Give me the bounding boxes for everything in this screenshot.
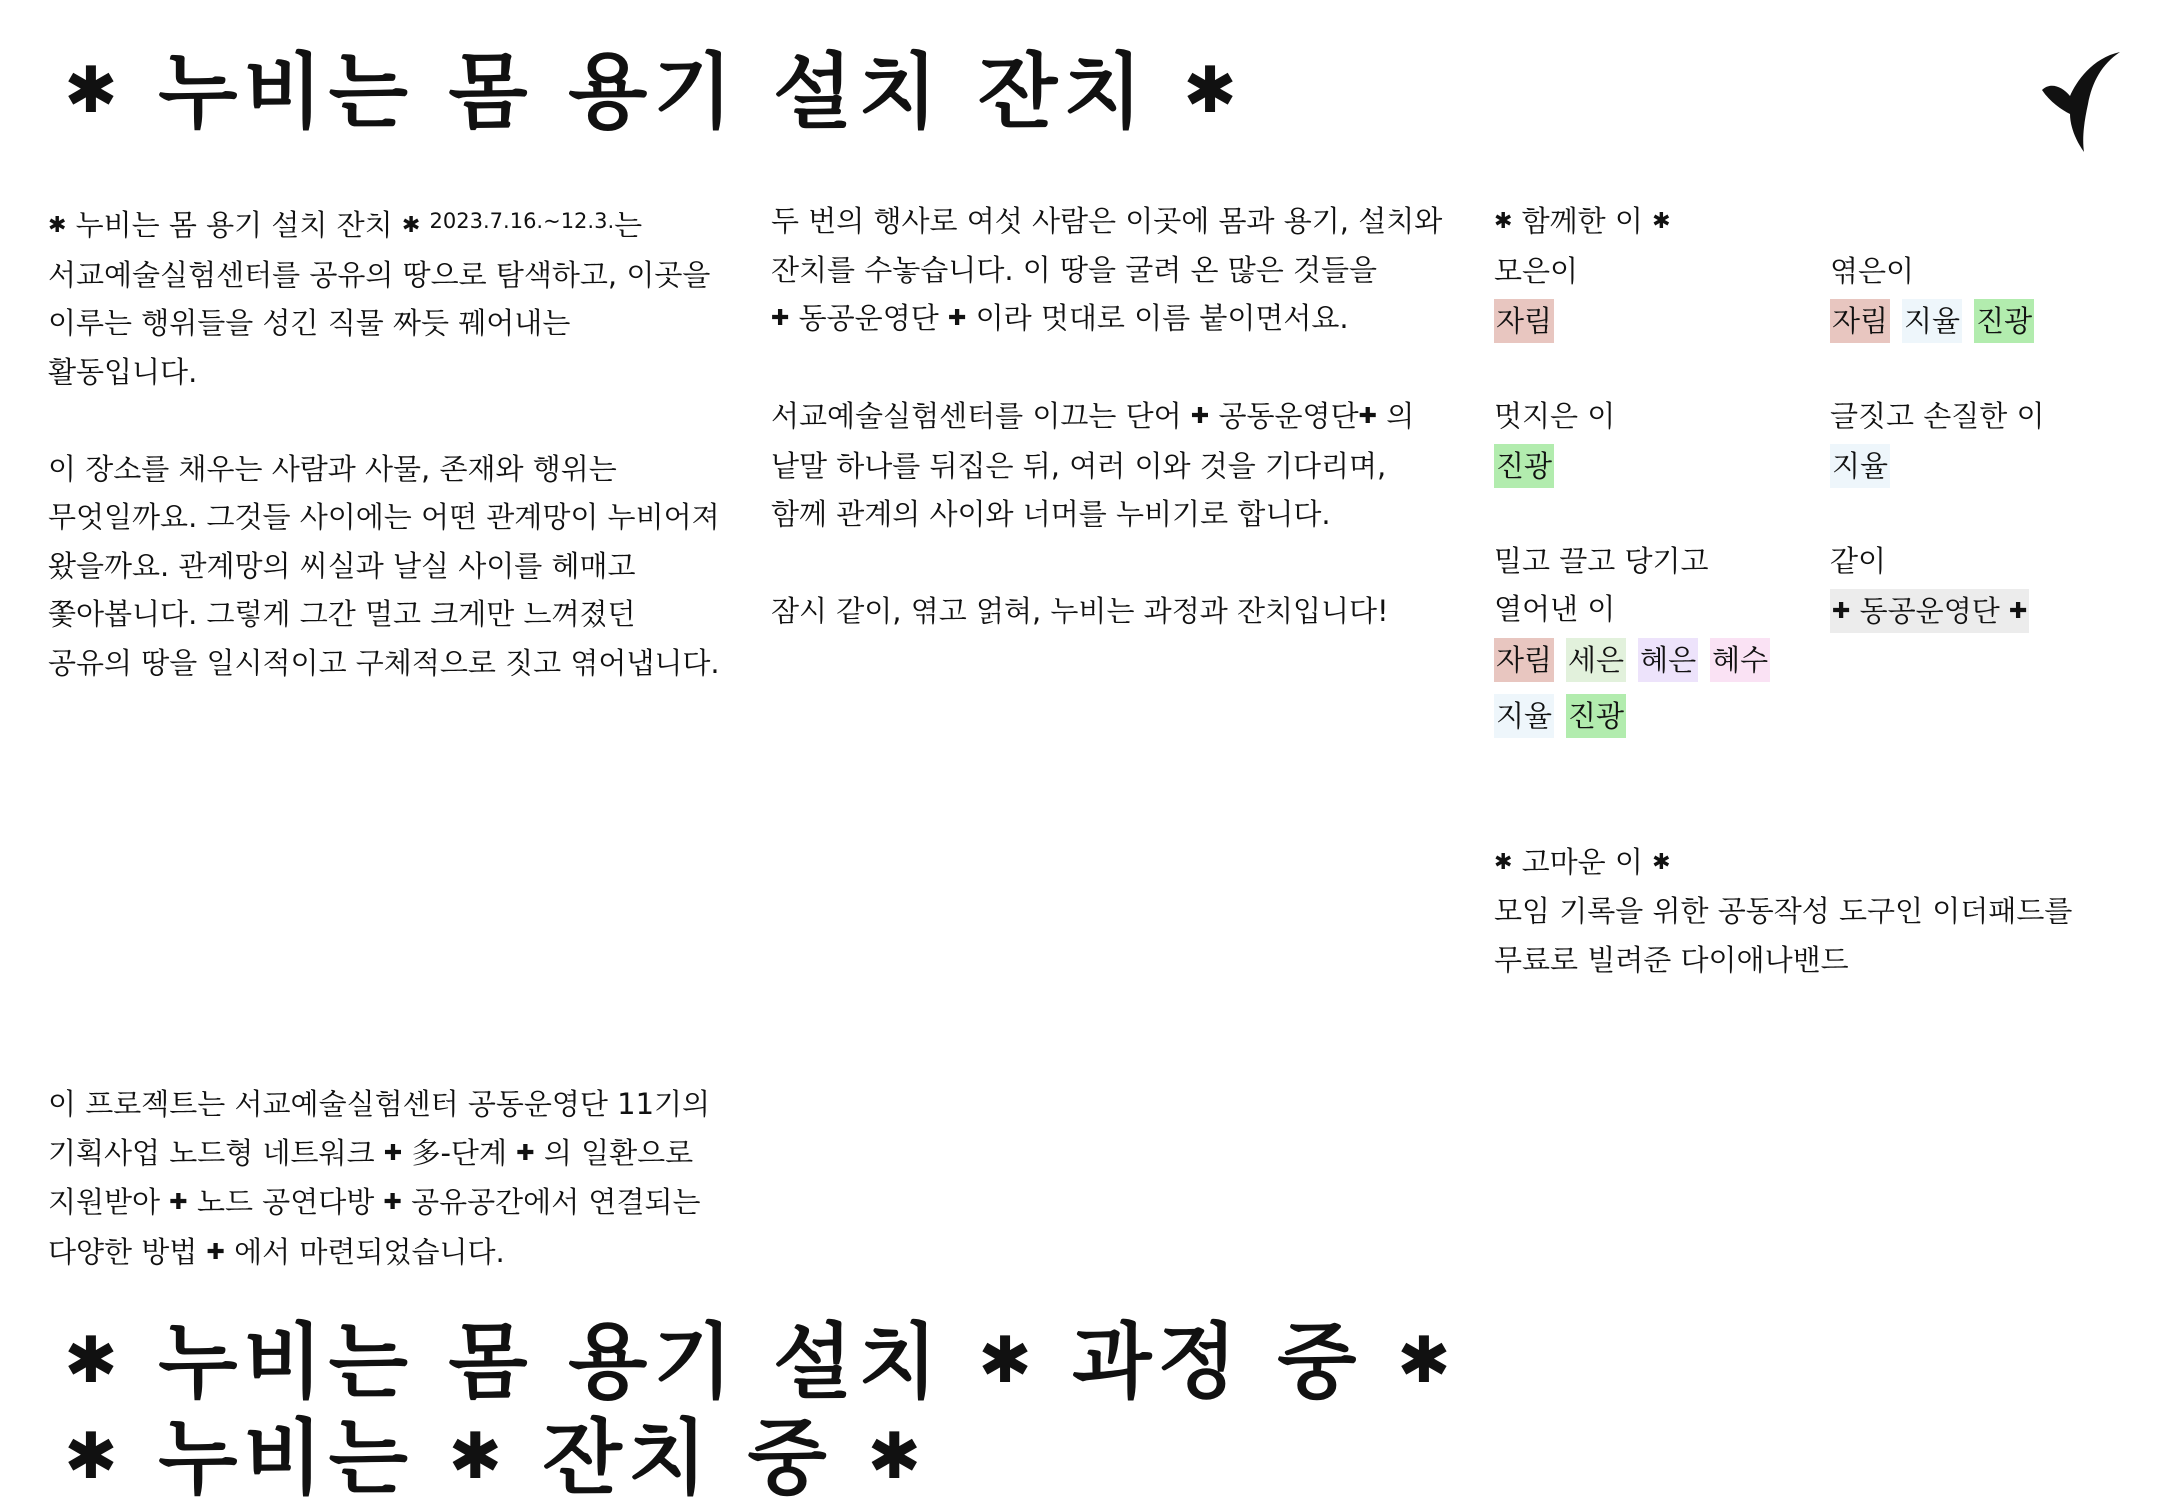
event-text: 의 — [1386, 399, 1415, 433]
spacer — [771, 344, 1442, 393]
role-label: 엮은이 — [1830, 253, 1915, 288]
cross-icon: ✚ — [771, 306, 790, 331]
star-icon: ✱ — [1494, 209, 1513, 234]
intro-column — [48, 197, 720, 687]
role-label: 모은이 — [1494, 253, 1579, 288]
spacer — [771, 539, 1442, 588]
name-tag-text: 동공운영단 — [1859, 594, 2000, 628]
event-text: 이라 멋대로 이름 붙이면서요. — [975, 301, 1349, 335]
name-tags — [1494, 299, 1794, 343]
term-text: 노드 공연다방 — [196, 1185, 375, 1219]
event-line: 잔치를 수놓습니다. 이 땅을 굴려 온 많은 것들을 — [771, 252, 1378, 287]
feast-title-text: 누비는 — [158, 1411, 414, 1506]
cross-icon: ✚ — [206, 1239, 225, 1265]
name-tags — [1830, 444, 2130, 488]
role-label: 글짓고 손질한 이 — [1830, 398, 2045, 433]
intro-line: 공유의 땅을 일시적이고 구체적으로 짓고 엮어냅니다. — [48, 645, 720, 680]
term-text: 공동운영단 — [1218, 399, 1359, 433]
role-item — [1494, 537, 1830, 738]
intro-line: 무엇일까요. 그것들 사이에는 어떤 관계망이 누비어져 — [48, 500, 720, 534]
star-icon: ✱ — [1652, 849, 1671, 875]
main-title — [64, 45, 1243, 140]
name-tags — [1830, 589, 2130, 633]
term-text: 동공운영단 — [798, 301, 939, 335]
role-label: 열어낸 이 — [1494, 592, 1616, 626]
event-dates: 2023.7.16.~12.3. — [429, 209, 615, 233]
support-line: 이 프로젝트는 서교예술실험센터 공동운영단 11기의 — [48, 1087, 711, 1121]
name-tag: 자림 — [1830, 299, 1890, 343]
event-line — [771, 294, 1442, 344]
name-tag: 진광 — [1494, 444, 1554, 488]
name-tag: 혜수 — [1710, 638, 1770, 682]
star-icon: ✱ — [48, 213, 67, 238]
support-text: 기획사업 노드형 네트워크 — [48, 1135, 375, 1170]
support-line — [48, 1178, 710, 1228]
credits-panel — [1494, 197, 2134, 984]
thanks-line: 무료로 빌려준 다이애나밴드 — [1494, 942, 1849, 977]
name-tag: 혜은 — [1638, 638, 1698, 682]
star-icon: ✱ — [401, 213, 421, 238]
main-title-text: 누비는 몸 용기 설치 잔치 — [158, 45, 1149, 140]
cross-icon: ✚ — [2008, 599, 2028, 624]
name-tag: 지율 — [1902, 299, 1962, 343]
role-label: 같이 — [1830, 543, 1887, 578]
process-title-text: 누비는 몸 용기 설치 — [158, 1315, 944, 1410]
spacer — [48, 396, 720, 445]
role-item — [1494, 247, 1830, 344]
name-tag: 세은 — [1566, 638, 1626, 682]
star-icon: ✱ — [64, 1420, 124, 1494]
name-tags — [1494, 638, 1794, 738]
event-line: 잠시 같이, 엮고 얽혀, 누비는 과정과 잔치입니다! — [771, 594, 1389, 628]
support-line — [48, 1228, 710, 1278]
support-line — [48, 1129, 710, 1179]
name-tag: 자림 — [1494, 299, 1554, 343]
event-text: 서교예술실험센터를 이끄는 단어 — [771, 399, 1182, 433]
name-tag — [1830, 589, 2029, 633]
support-text: 공유공간에서 연결되는 — [411, 1185, 701, 1219]
roles-grid — [1494, 247, 2134, 738]
intro-line: 쫓아봅니다. 그렇게 그간 멀고 크게만 느껴졌던 — [48, 597, 636, 631]
feast-title — [64, 1411, 927, 1506]
feast-title-text: 잔치 중 — [542, 1411, 833, 1506]
intro-line — [48, 197, 720, 251]
role-item — [1830, 392, 2134, 489]
event-line — [771, 392, 1442, 442]
name-tag: 지율 — [1494, 694, 1554, 738]
name-tags — [1830, 299, 2130, 343]
intro-title: 누비는 몸 용기 설치 잔치 — [75, 208, 393, 242]
role-label: 밀고 끌고 당기고 — [1494, 543, 1709, 578]
intro-line: 활동입니다. — [48, 354, 198, 389]
intro-line: 왔을까요. 관계망의 씨실과 날실 사이를 헤매고 — [48, 548, 636, 583]
thanks-title-text: 고마운 이 — [1521, 844, 1643, 879]
event-line: 낱말 하나를 뒤집은 뒤, 여러 이와 것을 기다리며, — [771, 448, 1387, 483]
intro-line: 이 장소를 채우는 사람과 사물, 존재와 행위는 — [48, 451, 617, 486]
name-tag: 진광 — [1974, 299, 2034, 343]
cross-icon: ✚ — [383, 1140, 403, 1166]
role-item — [1830, 247, 2134, 344]
support-text: 지원받아 — [48, 1185, 161, 1219]
event-line: 함께 관계의 사이와 너머를 누비기로 합니다. — [771, 497, 1331, 531]
cross-icon: ✚ — [169, 1190, 188, 1215]
credits-title — [1494, 197, 2134, 247]
cross-icon: ✚ — [516, 1140, 535, 1166]
name-tag: 자림 — [1494, 638, 1554, 682]
support-text: 에서 마련되었습니다. — [234, 1234, 505, 1269]
thanks-line: 모임 기록을 위한 공동작성 도구인 이더패드를 — [1494, 894, 2073, 928]
star-icon: ✱ — [1183, 54, 1243, 128]
event-column — [771, 197, 1442, 636]
thanks-section — [1494, 838, 2134, 985]
process-title — [64, 1315, 1457, 1410]
cross-icon: ✚ — [383, 1190, 402, 1215]
role-item — [1494, 392, 1830, 489]
star-icon: ✱ — [64, 54, 124, 128]
intro-tail: 는 — [614, 208, 643, 242]
name-tags — [1494, 444, 1794, 488]
process-title-text: 과정 중 — [1072, 1315, 1363, 1410]
event-line: 두 번의 행사로 여섯 사람은 이곳에 몸과 용기, 설치와 — [771, 204, 1443, 238]
cross-icon: ✚ — [1358, 404, 1378, 429]
star-icon: ✱ — [867, 1420, 927, 1494]
star-icon: ✱ — [1494, 849, 1513, 875]
support-text: 의 일환으로 — [543, 1135, 694, 1170]
intro-line: 이루는 행위들을 성긴 직물 짜듯 꿰어내는 — [48, 306, 571, 340]
role-item — [1830, 537, 2134, 738]
thanks-title — [1494, 838, 2134, 888]
intro-line: 서교예술실험센터를 공유의 땅으로 탐색하고, 이곳을 — [48, 257, 711, 292]
cross-icon: ✚ — [1190, 404, 1210, 429]
support-text: 다양한 방법 — [48, 1234, 198, 1269]
star-icon: ✱ — [448, 1420, 509, 1494]
role-label: 멋지은 이 — [1494, 398, 1616, 433]
cross-icon: ✚ — [1832, 599, 1851, 624]
star-icon: ✱ — [978, 1324, 1038, 1398]
support-column — [48, 1080, 710, 1277]
bird-icon[interactable] — [2040, 52, 2120, 152]
star-icon: ✱ — [1652, 209, 1671, 234]
term-text: 多-단계 — [411, 1135, 507, 1170]
name-tag: 지율 — [1830, 444, 1890, 488]
cross-icon: ✚ — [947, 306, 967, 331]
name-tag: 진광 — [1566, 694, 1626, 738]
star-icon: ✱ — [1397, 1324, 1457, 1398]
credits-title-text: 함께한 이 — [1521, 204, 1643, 238]
star-icon: ✱ — [64, 1324, 124, 1398]
